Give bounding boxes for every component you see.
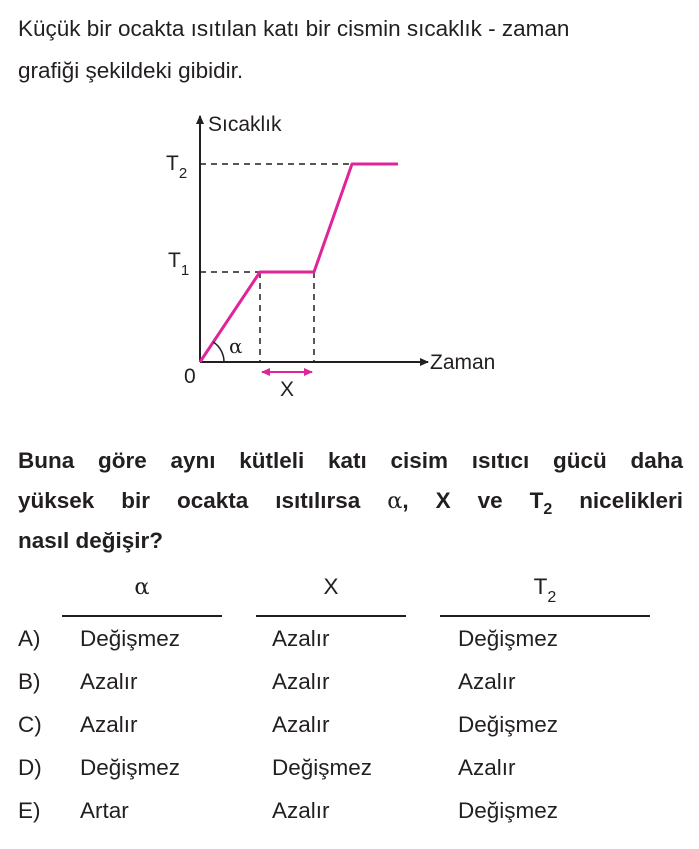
- answer-options: [0, 620, 699, 835]
- t2-subscript: 2: [178, 165, 188, 182]
- option-t2-value: Azalır: [458, 755, 516, 780]
- question-intro: [18, 8, 683, 92]
- option-x-value: Azalır: [272, 669, 330, 694]
- option-alpha-value: Artar: [80, 798, 129, 823]
- option-letter: E): [18, 798, 41, 823]
- prompt-line-1: Buna göre aynı kütleli katı cisim ısıtıcı gücü daha: [18, 448, 683, 473]
- option-alpha-value: Değişmez: [80, 626, 181, 651]
- x-axis-label: Zaman: [430, 351, 496, 374]
- header-x-text: X: [323, 574, 339, 599]
- option-b[interactable]: [0, 663, 699, 706]
- prompt-line-2: [18, 481, 683, 521]
- origin-label: 0: [184, 365, 196, 388]
- option-letter: D): [18, 755, 42, 780]
- header-t2-subscript: 2: [547, 589, 557, 606]
- option-t2-value: Değişmez: [458, 626, 559, 651]
- option-t2-value: Değişmez: [458, 798, 559, 823]
- t1-letter: T: [168, 249, 181, 272]
- option-x-value: Azalır: [272, 798, 330, 823]
- option-alpha-value: Değişmez: [80, 755, 181, 780]
- graph-canvas: [0, 100, 699, 410]
- option-t2-value: Azalır: [458, 669, 516, 694]
- t1-label: [168, 249, 189, 279]
- option-e[interactable]: [0, 792, 699, 835]
- prompt-alpha-symbol: α: [387, 488, 403, 514]
- t2-label: [166, 152, 187, 182]
- y-axis-label: Sıcaklık: [208, 113, 282, 136]
- option-t2-value: Değişmez: [458, 712, 559, 737]
- header-t2-text: T: [533, 574, 548, 599]
- prompt-t2-subscript: 2: [543, 501, 553, 518]
- t2-letter: T: [166, 152, 179, 175]
- header-alpha-text: α: [134, 574, 150, 600]
- option-alpha-value: Azalır: [80, 669, 138, 694]
- header-alpha: [62, 574, 222, 600]
- temperature-time-graph: [0, 100, 699, 410]
- prompt-line-3: nasıl değişir?: [18, 528, 164, 553]
- option-c[interactable]: [0, 706, 699, 749]
- intro-line-1: Küçük bir ocakta ısıtılan katı bir cismin sıcaklık - zaman: [18, 16, 570, 41]
- option-d[interactable]: [0, 749, 699, 792]
- option-x-value: Değişmez: [272, 755, 373, 780]
- option-letter: C): [18, 712, 42, 737]
- t1-subscript: 1: [180, 262, 190, 279]
- x-interval-label: X: [280, 378, 295, 401]
- intro-line-2: grafiği şekildeki gibidir.: [18, 58, 244, 83]
- option-alpha-value: Azalır: [80, 712, 138, 737]
- header-rule-alpha: [62, 615, 222, 617]
- option-letter: A): [18, 626, 41, 651]
- prompt-line-2-mid: , X ve T: [402, 488, 544, 513]
- alpha-angle-arc: [213, 342, 224, 362]
- header-x: [256, 574, 406, 600]
- alpha-label: α: [229, 334, 243, 358]
- option-x-value: Azalır: [272, 712, 330, 737]
- question-prompt: [18, 441, 683, 561]
- option-a[interactable]: [0, 620, 699, 663]
- prompt-line-2-start: yüksek bir ocakta ısıtılırsa: [18, 488, 388, 513]
- header-t2: [440, 574, 650, 606]
- header-rule-t2: [440, 615, 650, 617]
- option-letter: B): [18, 669, 41, 694]
- heating-curve: [200, 164, 398, 362]
- option-x-value: Azalır: [272, 626, 330, 651]
- header-rule-x: [256, 615, 406, 617]
- prompt-line-2-end: nicelikleri: [552, 488, 683, 513]
